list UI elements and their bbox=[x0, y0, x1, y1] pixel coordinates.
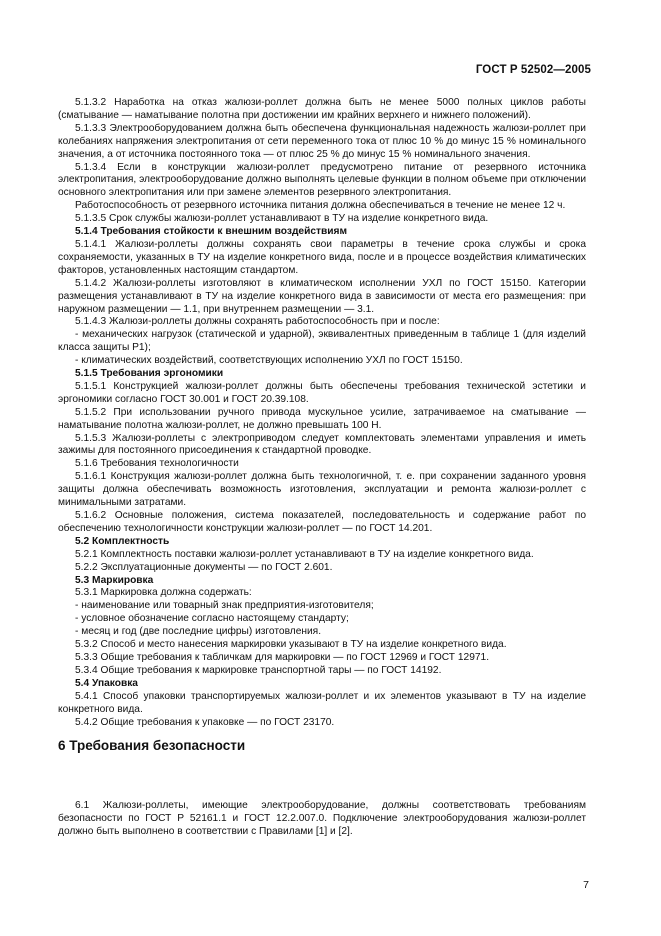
paragraph: 5.1.4.1 Жалюзи-роллеты должны сохранять свои параметры в течение срока службы и срока сохраняемости, указанных в ТУ на изделие конкретного вида, после и в процессе воздействия климатических факторов, установленных настоящим стандартом. bbox=[58, 238, 586, 276]
subsection-heading: 5.1.6 Требования технологичности bbox=[75, 458, 239, 470]
paragraph: 6.1 Жалюзи-роллеты, имеющие электрооборудование, должны соответствовать требованиям безопасности по ГОСТ Р 52161.1 и ГОСТ 12.2.007.0. Подключение электрооборудования жалюзи-роллет должно быть выполнено в соответствии с Правилами [1] и [2]. bbox=[58, 800, 586, 837]
paragraph: 5.2.1 Комплектность поставки жалюзи-роллет устанавливают в ТУ на изделие конкретного вида. bbox=[75, 548, 534, 560]
paragraph: 5.1.5.3 Жалюзи-роллеты с электроприводом следует комплектовать элементами управления и иметь зажимы для постоянного присоединения к стандартной проводке. bbox=[58, 432, 586, 457]
paragraph: 5.1.5.1 Конструкцией жалюзи-роллет должны быть обеспечены требования технической эстетики и эргономики согласно ГОСТ 30.001 и ГОСТ 20.39.108. bbox=[58, 380, 586, 405]
paragraph: 5.3.4 Общие требования к маркировке транспортной тары — по ГОСТ 14192. bbox=[75, 664, 442, 676]
paragraph: Работоспособность от резервного источника питания должна обеспечиваться в течение не менее 12 ч. bbox=[75, 200, 566, 212]
section-6-title: 6 Требования безопасности bbox=[58, 738, 246, 753]
paragraph: 5.3.1 Маркировка должна содержать: bbox=[75, 587, 252, 599]
paragraph: 5.4.2 Общие требования к упаковке — по ГОСТ 23170. bbox=[75, 716, 335, 728]
paragraph: 5.1.3.4 Если в конструкции жалюзи-роллет предусмотрено питание от резервного источника электропитания, электрооборудование должно выполнять целевые функции в полном объеме при отключении основного электропитания или при замене элементов резервного электропитания. bbox=[58, 161, 587, 199]
subsection-heading: 5.2 Комплектность bbox=[75, 535, 170, 547]
section-5-body bbox=[58, 97, 586, 729]
paragraph: 5.1.3.2 Наработка на отказ жалюзи-роллет должна быть не менее 5000 полных циклов работы (сматывание — наматывание полотна при достижении им крайних верхнего и нижнего положений). bbox=[58, 97, 586, 121]
subsection-heading: 5.1.5 Требования эргономики bbox=[75, 368, 224, 380]
paragraph: 5.4.1 Способ упаковки транспортируемых жалюзи-роллет и их элементов указывают в ТУ на изделие конкретного вида. bbox=[58, 690, 586, 715]
paragraph: 5.3.3 Общие требования к табличкам для маркировки — по ГОСТ 12969 и ГОСТ 12971. bbox=[75, 651, 490, 663]
subsection-heading: 5.3 Маркировка bbox=[75, 574, 154, 586]
list-item: - наименование или товарный знак предприятия-изготовителя; bbox=[75, 600, 374, 612]
paragraph: 5.1.6.2 Основные положения, система показателей, последовательность и содержание работ по обеспечению технологичности конструкции жалюзи-роллет — по ГОСТ 14.201. bbox=[58, 510, 586, 534]
paragraph: 5.1.3.3 Электрооборудованием должна быть обеспечена функциональная надежность жалюзи-роллет при колебаниях напряжения электропитания от сети переменного тока от плюс 10 % до минус 15 % номинального значения, а от источника постоянного тока — от плюс 25 % до минус 15 % номинального значения. bbox=[58, 122, 586, 160]
list-item: - условное обозначение согласно настоящему стандарту; bbox=[75, 613, 349, 625]
page-number: 7 bbox=[583, 879, 589, 891]
paragraph: 5.1.4.3 Жалюзи-роллеты должны сохранять работоспособность при и после: bbox=[75, 316, 440, 328]
paragraph: 5.1.5.2 При использовании ручного привода мускульное усилие, затрачиваемое на сматывание — наматывание полотна жалюзи-роллет, не должно превышать 100 Н. bbox=[58, 406, 586, 431]
document-header: ГОСТ Р 52502—2005 bbox=[475, 64, 591, 76]
list-item: - климатических воздействий, соответствующих исполнению УХЛ по ГОСТ 15150. bbox=[75, 355, 463, 367]
subsection-heading: 5.4 Упаковка bbox=[75, 677, 138, 689]
section-6-body bbox=[58, 799, 586, 838]
paragraph: 5.1.6.1 Конструкция жалюзи-роллет должна быть технологичной, т. е. при сохранении заданного уровня защиты должна обеспечивать возможность изготовления, эксплуатации и ремонта жалюзи-роллет с минимальными затратами. bbox=[58, 471, 586, 509]
paragraph: 5.2.2 Эксплуатационные документы — по ГОСТ 2.601. bbox=[75, 561, 333, 573]
list-item: - механических нагрузок (статической и ударной), эквивалентных приведенным в таблице 1 (для изделий класса защиты Р1); bbox=[58, 329, 586, 354]
paragraph: 5.1.4.2 Жалюзи-роллеты изготовляют в климатическом исполнении УХЛ по ГОСТ 15150. Категории размещения устанавливают в ТУ на изделие конкретного вида в зависимости от места его размещения: при наружном размещении — 1.1, при внутреннем размещении — 3.1. bbox=[58, 277, 586, 315]
paragraph: 5.1.3.5 Срок службы жалюзи-роллет устанавливают в ТУ на изделие конкретного вида. bbox=[75, 213, 489, 225]
list-item: - месяц и год (две последние цифры) изготовления. bbox=[75, 626, 322, 638]
paragraph: 5.3.2 Способ и место нанесения маркировки указывают в ТУ на изделие конкретного вида. bbox=[75, 639, 507, 651]
subsection-heading: 5.1.4 Требования стойкости к внешним воздействиям bbox=[75, 226, 348, 238]
